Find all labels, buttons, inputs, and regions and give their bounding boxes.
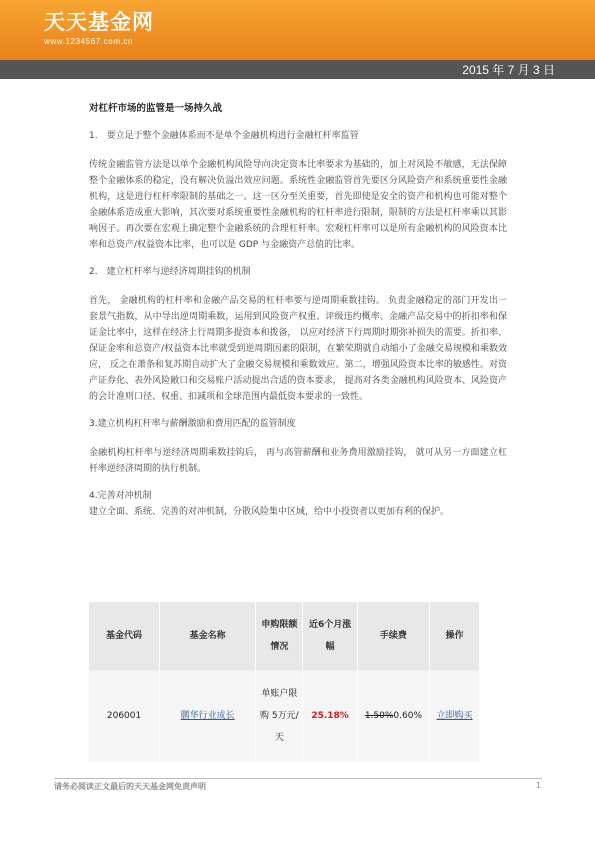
section-4-heading: 4.完善对冲机制	[89, 491, 152, 501]
header-six-month-change: 近6个月涨幅	[303, 602, 357, 670]
report-date: 2015 年 7 月 3 日	[462, 63, 555, 77]
site-logo[interactable]: 天天基金网	[44, 9, 154, 34]
section-1-heading: 1. 要立足于整个金融体系而不是单个金融机构进行金融杠杆率监管	[89, 131, 359, 141]
section-1-paragraph: 传统金融监管方法是以单个金融机构风险导向决定资本比率要求为基础的，加上对风险不敏感，无法保障整个金融体系的稳定，没有解决负溢出效应问题。系统性金融监管首先要区分风险资产和系统重要性金融机构，这是进行杠杆率限制的基础之一。这一区分至关重要，首先即使是安全的资产和机构也可能对整个金融体系造成重大影响，其次要对系统重要性金融机构的杠杆率进行限制，限制的方法是杠杆率乘以其影响因子。再次要在宏观上确定整个金融系统的合理杠杆率。宏观杠杆率可以是所有金融机构的风险资本比率和总资产/权益资本比率，也可以是 GDP 与金融资产总值的比率。	[89, 160, 507, 250]
page-number: 1	[536, 781, 542, 790]
header-fee: 手续费	[357, 602, 429, 670]
header-purchase-limit: 申购限额情况	[256, 602, 303, 670]
header-fund-name: 基金名称	[160, 602, 256, 670]
fund-name-cell	[160, 670, 256, 763]
section-3-heading: 3.建立机构杠杆率与薪酬激励和费用匹配的监管制度	[89, 419, 296, 429]
purchase-limit-cell: 单账户限购 5万元/天	[256, 670, 303, 763]
fund-code-cell: 206001	[89, 670, 160, 763]
discounted-fee: 0.60%	[393, 711, 422, 721]
buy-now-link[interactable]: 立即购买	[436, 711, 473, 721]
section-2-paragraph: 首先， 金融机构的杠杆率和金融产品交易的杠杆率要与逆周期乘数挂钩。 负责金融稳定的部门开发出一套景气指数，从中导出逆周期乘数，运用到风险资产权重、评级违约概率、金融产品交易中的折扣率和保证金比率中，这样在经济上行周期多提资本和拨备， 以应对经济下行周期时期弥补损失的需要。折扣率、保证金率和总资产/权益资本比率就受到逆周期因素的限制，在繁荣期就自动缩小了金融交易规模和乘数效应， 反之在萧条和复苏期自动扩大了金融交易规模和乘数效应。第二，增强风险资本比率的敏感性。对资产证券化、表外风险敞口和交易账户活动提出合适的资本要求， 提高对各类金融机构风险资本、风险资产的会计准则口径、权重、扣减项和全球范围内最低资本要求的一致性。	[89, 296, 507, 402]
article-title: 对杠杆市场的监管是一场持久战	[89, 103, 223, 114]
footer-divider	[54, 778, 542, 779]
original-fee: 1.50%	[364, 711, 394, 721]
section-2-heading: 2. 建立杠杆率与逆经济周期挂钩的机制	[89, 267, 251, 277]
site-url: www.1234567.com.cn	[44, 37, 134, 46]
fund-name-link[interactable]: 鹏华行业成长	[180, 711, 235, 721]
header-fund-code: 基金代码	[89, 602, 160, 670]
section-3-paragraph: 金融机构杠杆率与逆经济周期乘数挂钩后， 再与高管薪酬和业务费用激励挂钩， 就可从另一方面建立杠杆率逆经济周期的执行机制。	[89, 448, 507, 474]
date-bar	[0, 60, 595, 79]
table-row	[89, 670, 480, 763]
fund-table-header-row	[89, 602, 480, 670]
header-action: 操作	[430, 602, 480, 670]
article-body	[89, 90, 507, 520]
six-month-change-cell	[303, 670, 357, 763]
header-banner	[0, 0, 595, 60]
six-month-change-value: 25.18%	[311, 711, 349, 721]
fee-cell	[357, 670, 429, 763]
action-cell	[430, 670, 480, 763]
section-4-paragraph: 建立全面、系统、完善的对冲机制，分散风险集中区域，给中小投资者以更加有利的保护。	[89, 507, 450, 517]
footer-disclaimer: 请务必阅读正文最后的天天基金网免责声明	[54, 782, 206, 791]
fund-table	[89, 602, 480, 762]
